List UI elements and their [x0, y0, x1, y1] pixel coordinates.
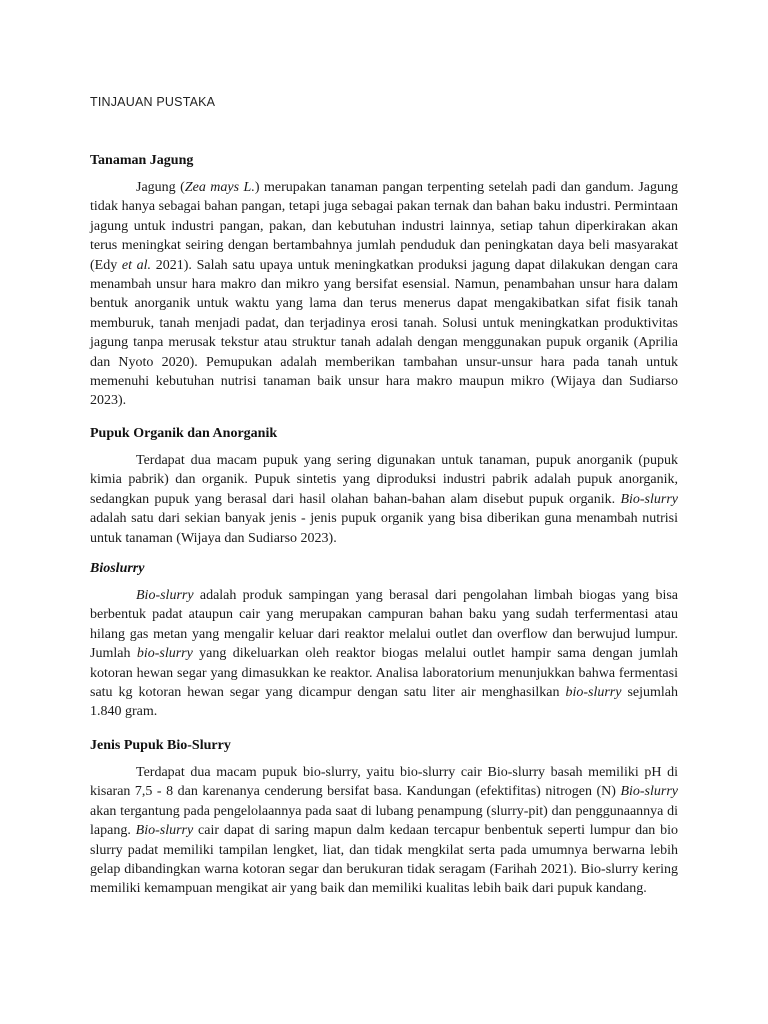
text-run: ) merupakan tanaman pangan terpenting setelah padi dan gandum. Jagung tidak hanya sebagai bahan pangan, tetapi juga sebagai pakan ternak dan bahan baku industri. Permintaan jagung untuk industri pangan, pakan, dan kebutuhan industri lainnya, setiap tahun diperkirakan akan terus meningkat seiring dengan bertambahnya jumlah penduduk dan peningkatan daya beli masyarakat (Edy [90, 180, 679, 273]
section-heading: Tanaman Jagung [90, 153, 194, 168]
section-pupuk-organik-anorganik [90, 425, 678, 548]
section-heading: Bioslurry [90, 561, 145, 576]
section-paragraph [90, 586, 678, 722]
section-heading: Pupuk Organik dan Anorganik [90, 426, 278, 441]
text-run: cair dapat di saring mapun dalm kedaan tercapur benbentuk seperti lumpur dan bio slurry padat memiliki tampilan lengket, liat, dan tidak mengkilat serta pada umumnya berwarna lebih gelap dibandingkan warna kotoran segar dan berukuran tidak seragam (Farihah 2021). Bio-slurry kering memiliki kemampuan mengikat air yang baik dan memiliki kualitas lebih baik dari pupuk kandang. [90, 823, 678, 897]
italic-text-run: Bio-slurry [620, 784, 678, 800]
section-jenis-pupuk-bio-slurry [90, 737, 678, 899]
text-run: akan tergantung pada pengelolaannya pada saat di lubang penampung (slurry-pit) dan penggunaannya di lapang. [90, 803, 678, 839]
text-run: Terdapat dua macam pupuk bio-slurry, yaitu bio-slurry cair Bio-slurry basah memiliki pH di kisaran 7,5 - 8 dan karenanya cenderung bersifat basa. Kandungan (efektifitas) nitrogen (N) [90, 765, 678, 800]
section-paragraph [90, 451, 678, 548]
text-run: yang dikeluarkan oleh reaktor biogas melalui outlet hampir sama dengan jumlah kotoran hewan segar yang dimasukkan ke reaktor. Analisa laboratorium menunjukkan bahwa fermentasi satu kg kotoran hewan segar yang dicampur dengan satu liter air menghasilkan [90, 646, 678, 701]
text-run: Jagung ( [136, 180, 185, 195]
italic-text-run: Bio-slurry [135, 823, 194, 839]
italic-text-run: Bio-slurry [620, 491, 678, 507]
text-run: sejumlah 1.840 gram. [90, 685, 679, 720]
text-run: Terdapat dua macam pupuk yang sering digunakan untuk tanaman, pupuk anorganik (pupuk kimia pabrik) dan organik. Pupuk sintetis yang diproduksi industri pabrik adalah pupuk anorganik, sedangkan pupuk yang berasal dari hasil olahan bahan-bahan alam disebut pupuk organik. [90, 453, 678, 507]
section-tanaman-jagung [90, 152, 678, 411]
section-paragraph [90, 763, 678, 899]
section-heading [90, 737, 678, 754]
text-run: 2021). Salah satu upaya untuk meningkatkan produksi jagung dapat dilakukan dengan cara menambah unsur hara makro dan mikro yang bersifat esensial. Namun, penambahan unsur hara dalam bentuk anorganik untuk waktu yang lama dan terus menerus dapat mengakibatkan sifat fisik tanah memburuk, tanah menjadi padat, dan terjadinya erosi tanah. Solusi untuk meningkatkan produktivitas jagung tanpa merusak tekstur atau struktur tanah adalah dengan menggunakan pupuk organik (Aprilia dan Nyoto 2020). Pemupukan adalah memberikan tambahan unsur-unsur hara pada tanah untuk memenuhi kebutuhan nutrisi tanaman baik unsur hara makro maupun mikro (Wijaya dan Sudiarso 2023). [90, 257, 678, 409]
text-run: Jenis Pupuk [90, 738, 168, 753]
section-bioslurry [90, 560, 678, 722]
italic-text-run: Zea mays L. [184, 180, 255, 195]
italic-text-run: Bio-slurry [136, 588, 194, 603]
italic-text-run: bio-slurry [565, 685, 622, 701]
italic-text-run: bio-slurry [136, 646, 193, 662]
section-paragraph [90, 178, 678, 411]
text-run: adalah satu dari sekian banyak jenis - jenis pupuk organik yang bisa diberikan guna menambah nutrisi untuk tanaman (Wijaya dan Sudiarso 2023). [90, 511, 678, 546]
document-title: TINJAUAN PUSTAKA [90, 95, 216, 109]
text-run: adalah produk sampingan yang berasal dari pengolahan limbah biogas yang bisa berbentuk padat ataupun cair yang merupakan campuran bahan baku yang sudah terfermentasi atau hilang gas metan yang mengalir keluar dari reaktor melalui outlet dan overflow dan berwujud lumpur. Jumlah [90, 588, 678, 662]
italic-text-run: Bio-Slurry [167, 738, 231, 753]
italic-text-run: et al. [121, 257, 152, 273]
